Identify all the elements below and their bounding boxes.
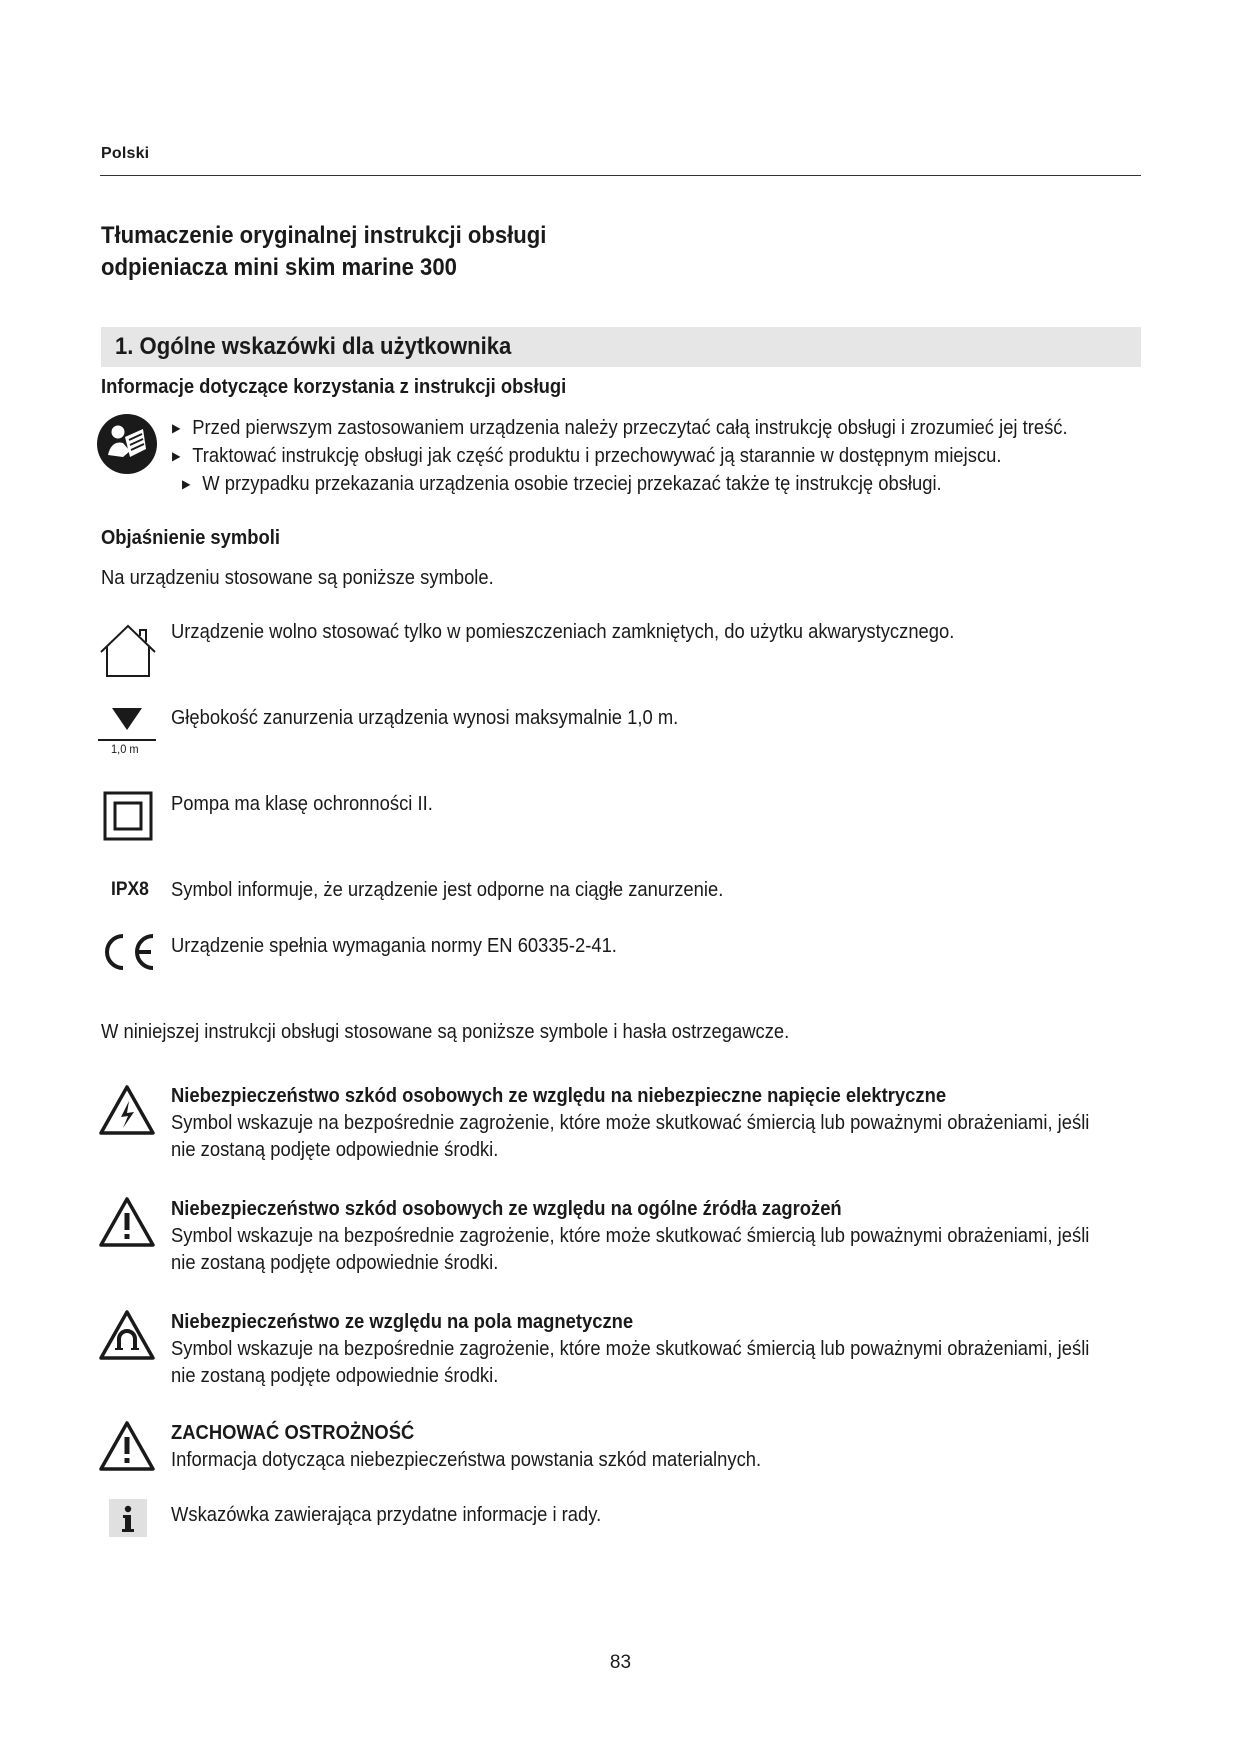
symbol-text-depth: Głębokość zanurzenia urządzenia wynosi maksymalnie 1,0 m.: [171, 707, 679, 729]
caution-icon: [98, 1420, 156, 1472]
warning-body-line: nie zostaną podjęte odpowiednie środki.: [171, 1139, 499, 1161]
warning-title: Niebezpieczeństwo szkód osobowych ze względu na niebezpieczne napięcie elektryczne: [171, 1085, 947, 1107]
title-line-1: Tłumaczenie oryginalnej instrukcji obsługi: [101, 222, 547, 249]
ipx8-label: IPX8: [111, 879, 149, 900]
warning-title: ZACHOWAĆ OSTROŻNOŚĆ: [171, 1422, 415, 1444]
info-text: Wskazówka zawierająca przydatne informacje i rady.: [171, 1504, 602, 1526]
language-label: Polski: [101, 145, 150, 162]
warning-body-line: nie zostaną podjęte odpowiednie środki.: [171, 1365, 499, 1387]
warnings-intro: W niniejszej instrukcji obsługi stosowane są poniższe symbole i hasła ostrzegawcze.: [101, 1021, 790, 1043]
symbols-heading: Objaśnienie symboli: [101, 527, 280, 549]
document-title: [101, 220, 546, 284]
list-item: ▶ Przed pierwszym zastosowaniem urządzenia należy przeczytać całą instrukcję obsługi i zrozumieć jej treść.: [172, 414, 1068, 442]
warning-body-line: nie zostaną podjęte odpowiednie środki.: [171, 1252, 499, 1274]
warning-body-line: Symbol wskazuje na bezpośrednie zagrożenie, które może skutkować śmiercią lub poważnymi obrażeniami, jeśli: [171, 1225, 1090, 1247]
bullet-arrow-icon: ▶: [182, 477, 191, 491]
warning-caution: [171, 1420, 812, 1474]
usage-heading: Informacje dotyczące korzystania z instrukcji obsługi: [101, 376, 567, 398]
depth-icon-label: 1,0 m: [111, 742, 139, 756]
info-icon: [108, 1498, 148, 1538]
warning-electric: [171, 1083, 1169, 1164]
symbol-text-ipx8: Symbol informuje, że urządzenie jest odporne na ciągłe zanurzenie.: [171, 879, 724, 901]
warning-body-line: Symbol wskazuje na bezpośrednie zagrożenie, które może skutkować śmiercią lub poważnymi obrażeniami, jeśli: [171, 1338, 1090, 1360]
warning-title: Niebezpieczeństwo szkód osobowych ze względu na ogólne źródła zagrożeń: [171, 1198, 842, 1220]
class-ii-icon: [103, 791, 153, 841]
bullet-arrow-icon: ▶: [172, 421, 181, 435]
electric-hazard-icon: [98, 1084, 156, 1136]
list-item: ▶ W przypadku przekazania urządzenia osobie trzeciej przekazać także tę instrukcję obsługi.: [182, 470, 1068, 498]
general-hazard-icon: [98, 1196, 156, 1248]
symbol-text-class-ii: Pompa ma klasę ochronności II.: [171, 793, 433, 815]
section-heading: 1. Ogólne wskazówki dla użytkownika: [115, 333, 512, 360]
warning-body-line: Informacja dotycząca niebezpieczeństwa powstania szkód materialnych.: [171, 1449, 762, 1471]
depth-icon: [96, 706, 158, 742]
warning-general: [171, 1196, 1169, 1277]
symbol-text-indoor: Urządzenie wolno stosować tylko w pomieszczeniach zamkniętych, do użytku akwarystycznego.: [171, 621, 955, 643]
warning-body-line: Symbol wskazuje na bezpośrednie zagrożenie, które może skutkować śmiercią lub poważnymi obrażeniami, jeśli: [171, 1112, 1090, 1134]
usage-bullet-list: [172, 414, 1145, 498]
warning-magnetic: [171, 1309, 1169, 1390]
house-icon: [98, 622, 158, 678]
symbols-intro: Na urządzeniu stosowane są poniższe symbole.: [101, 567, 494, 589]
bullet-arrow-icon: ▶: [172, 449, 181, 463]
list-item: ▶ Traktować instrukcję obsługi jak część produktu i przechowywać ją starannie w dostępnym miejscu.: [172, 442, 1068, 470]
title-line-2: odpieniacza mini skim marine 300: [101, 254, 457, 281]
read-manual-icon: [96, 413, 158, 475]
ce-mark-icon: [101, 932, 157, 972]
symbol-text-ce: Urządzenie spełnia wymagania normy EN 60335-2-41.: [171, 935, 617, 957]
header-rule: [100, 175, 1141, 176]
magnetic-hazard-icon: [98, 1309, 156, 1361]
page-number: 83: [609, 1652, 632, 1673]
warning-title: Niebezpieczeństwo ze względu na pola magnetyczne: [171, 1311, 634, 1333]
